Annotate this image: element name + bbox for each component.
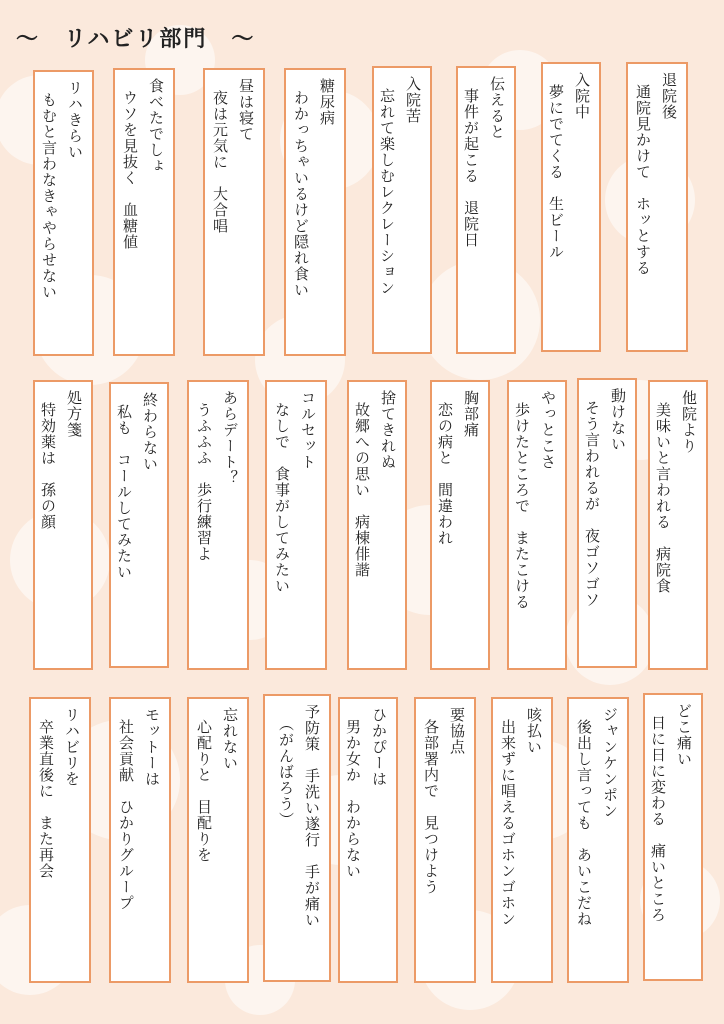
senryu-card [338, 697, 398, 983]
senryu-line: 胸部痛 [462, 390, 480, 438]
senryu-line: 入院苦 [404, 76, 422, 124]
senryu-line: 卒業直後に また再会 [37, 719, 55, 879]
senryu-card [626, 62, 688, 352]
senryu-line: どこ痛い [675, 703, 693, 767]
senryu-line: 忘れない [221, 707, 239, 771]
senryu-card [29, 697, 91, 983]
senryu-card [187, 380, 249, 670]
senryu-line: 出来ずに唱えるゴホンゴホン [499, 719, 517, 927]
senryu-card [577, 378, 637, 668]
senryu-line: 後出し言っても あいこだね [575, 719, 593, 927]
senryu-line: リハビリを [63, 707, 81, 787]
senryu-line: 各部署内で 見つけよう [422, 719, 440, 895]
senryu-line: 要協点 [448, 707, 466, 755]
senryu-line: 予防策 手洗い遂行 手が痛い [303, 704, 321, 928]
senryu-line: （がんばろう） [277, 716, 295, 828]
senryu-line: 捨てきれぬ [379, 390, 397, 470]
senryu-line: 事件が起こる 退院日 [462, 88, 480, 248]
senryu-line: なしで 食事がしてみたい [273, 402, 291, 594]
senryu-line: コルセット [299, 390, 317, 470]
senryu-line: 社会貢献 ひかりグループ [117, 719, 135, 911]
senryu-line: 処方箋 [65, 390, 83, 438]
senryu-line: 特効薬は 孫の顔 [39, 402, 57, 530]
senryu-card [33, 70, 94, 356]
senryu-line: 入院中 [573, 72, 591, 120]
senryu-card [109, 382, 169, 668]
senryu-line: 他院より [680, 390, 698, 454]
senryu-line: 伝えると [488, 76, 506, 140]
senryu-line: そう言われるが 夜ゴソゴソ [583, 400, 601, 608]
senryu-line: 日に日に変わる 痛いところ [649, 715, 667, 923]
senryu-card [33, 380, 93, 670]
senryu-line: 終わらない [141, 392, 159, 472]
senryu-line: 糖尿病 [318, 78, 336, 126]
senryu-card [414, 697, 476, 983]
senryu-line: やっとこさ [539, 390, 557, 470]
senryu-card [567, 697, 629, 983]
senryu-line: 夜は元気に 大合唱 [211, 90, 229, 234]
senryu-line: 夢にでてくる 生ビール [547, 84, 565, 260]
senryu-card [113, 68, 175, 356]
senryu-line: うふふふ 歩行練習よ [195, 402, 213, 562]
senryu-card [491, 697, 553, 983]
senryu-line: 私も コールしてみたい [115, 404, 133, 580]
senryu-card [265, 380, 327, 670]
senryu-card [203, 68, 265, 356]
senryu-card [263, 694, 331, 982]
senryu-line: 食べたでしょ [147, 78, 165, 174]
senryu-line: わかっちゃいるけど隠れ食い [292, 90, 310, 298]
senryu-line: 退院後 [660, 72, 678, 120]
senryu-line: 美味いと言われる 病院食 [654, 402, 672, 594]
senryu-card [347, 380, 407, 670]
senryu-card [187, 697, 249, 983]
senryu-card [456, 66, 516, 354]
senryu-line: 昼は寝て [237, 78, 255, 142]
senryu-line: 動けない [609, 388, 627, 452]
senryu-line: 通院見かけて ホッとする [634, 84, 652, 276]
senryu-card [541, 62, 601, 352]
senryu-line: ひかぴーは [370, 707, 388, 787]
senryu-line: 故郷への思い 病棟俳諧 [353, 402, 371, 578]
senryu-line: 咳払い [525, 707, 543, 755]
senryu-line: あらデート？ [221, 390, 239, 486]
senryu-card [648, 380, 708, 670]
senryu-card [643, 693, 703, 981]
senryu-card [372, 66, 432, 354]
senryu-line: ウソを見抜く 血糖値 [121, 90, 139, 250]
senryu-line: 男か女か わからない [344, 719, 362, 879]
senryu-line: 忘れて楽しむレクレーション [378, 88, 396, 296]
page-title: ～ リハビリ部門 ～ [16, 26, 256, 52]
senryu-line: ジャンケンポン [601, 707, 619, 819]
senryu-line: リハきらい [66, 80, 84, 160]
senryu-line: 心配りと 目配りを [195, 719, 213, 863]
senryu-card [109, 697, 171, 983]
senryu-card [430, 380, 490, 670]
senryu-card [507, 380, 567, 670]
senryu-line: 歩けたところで またこける [513, 402, 531, 610]
senryu-line: 恋の病と 間違われ [436, 402, 454, 546]
senryu-line: モットーは [143, 707, 161, 787]
senryu-card [284, 68, 346, 356]
senryu-line: もむと言わなきゃやらせない [40, 92, 58, 300]
